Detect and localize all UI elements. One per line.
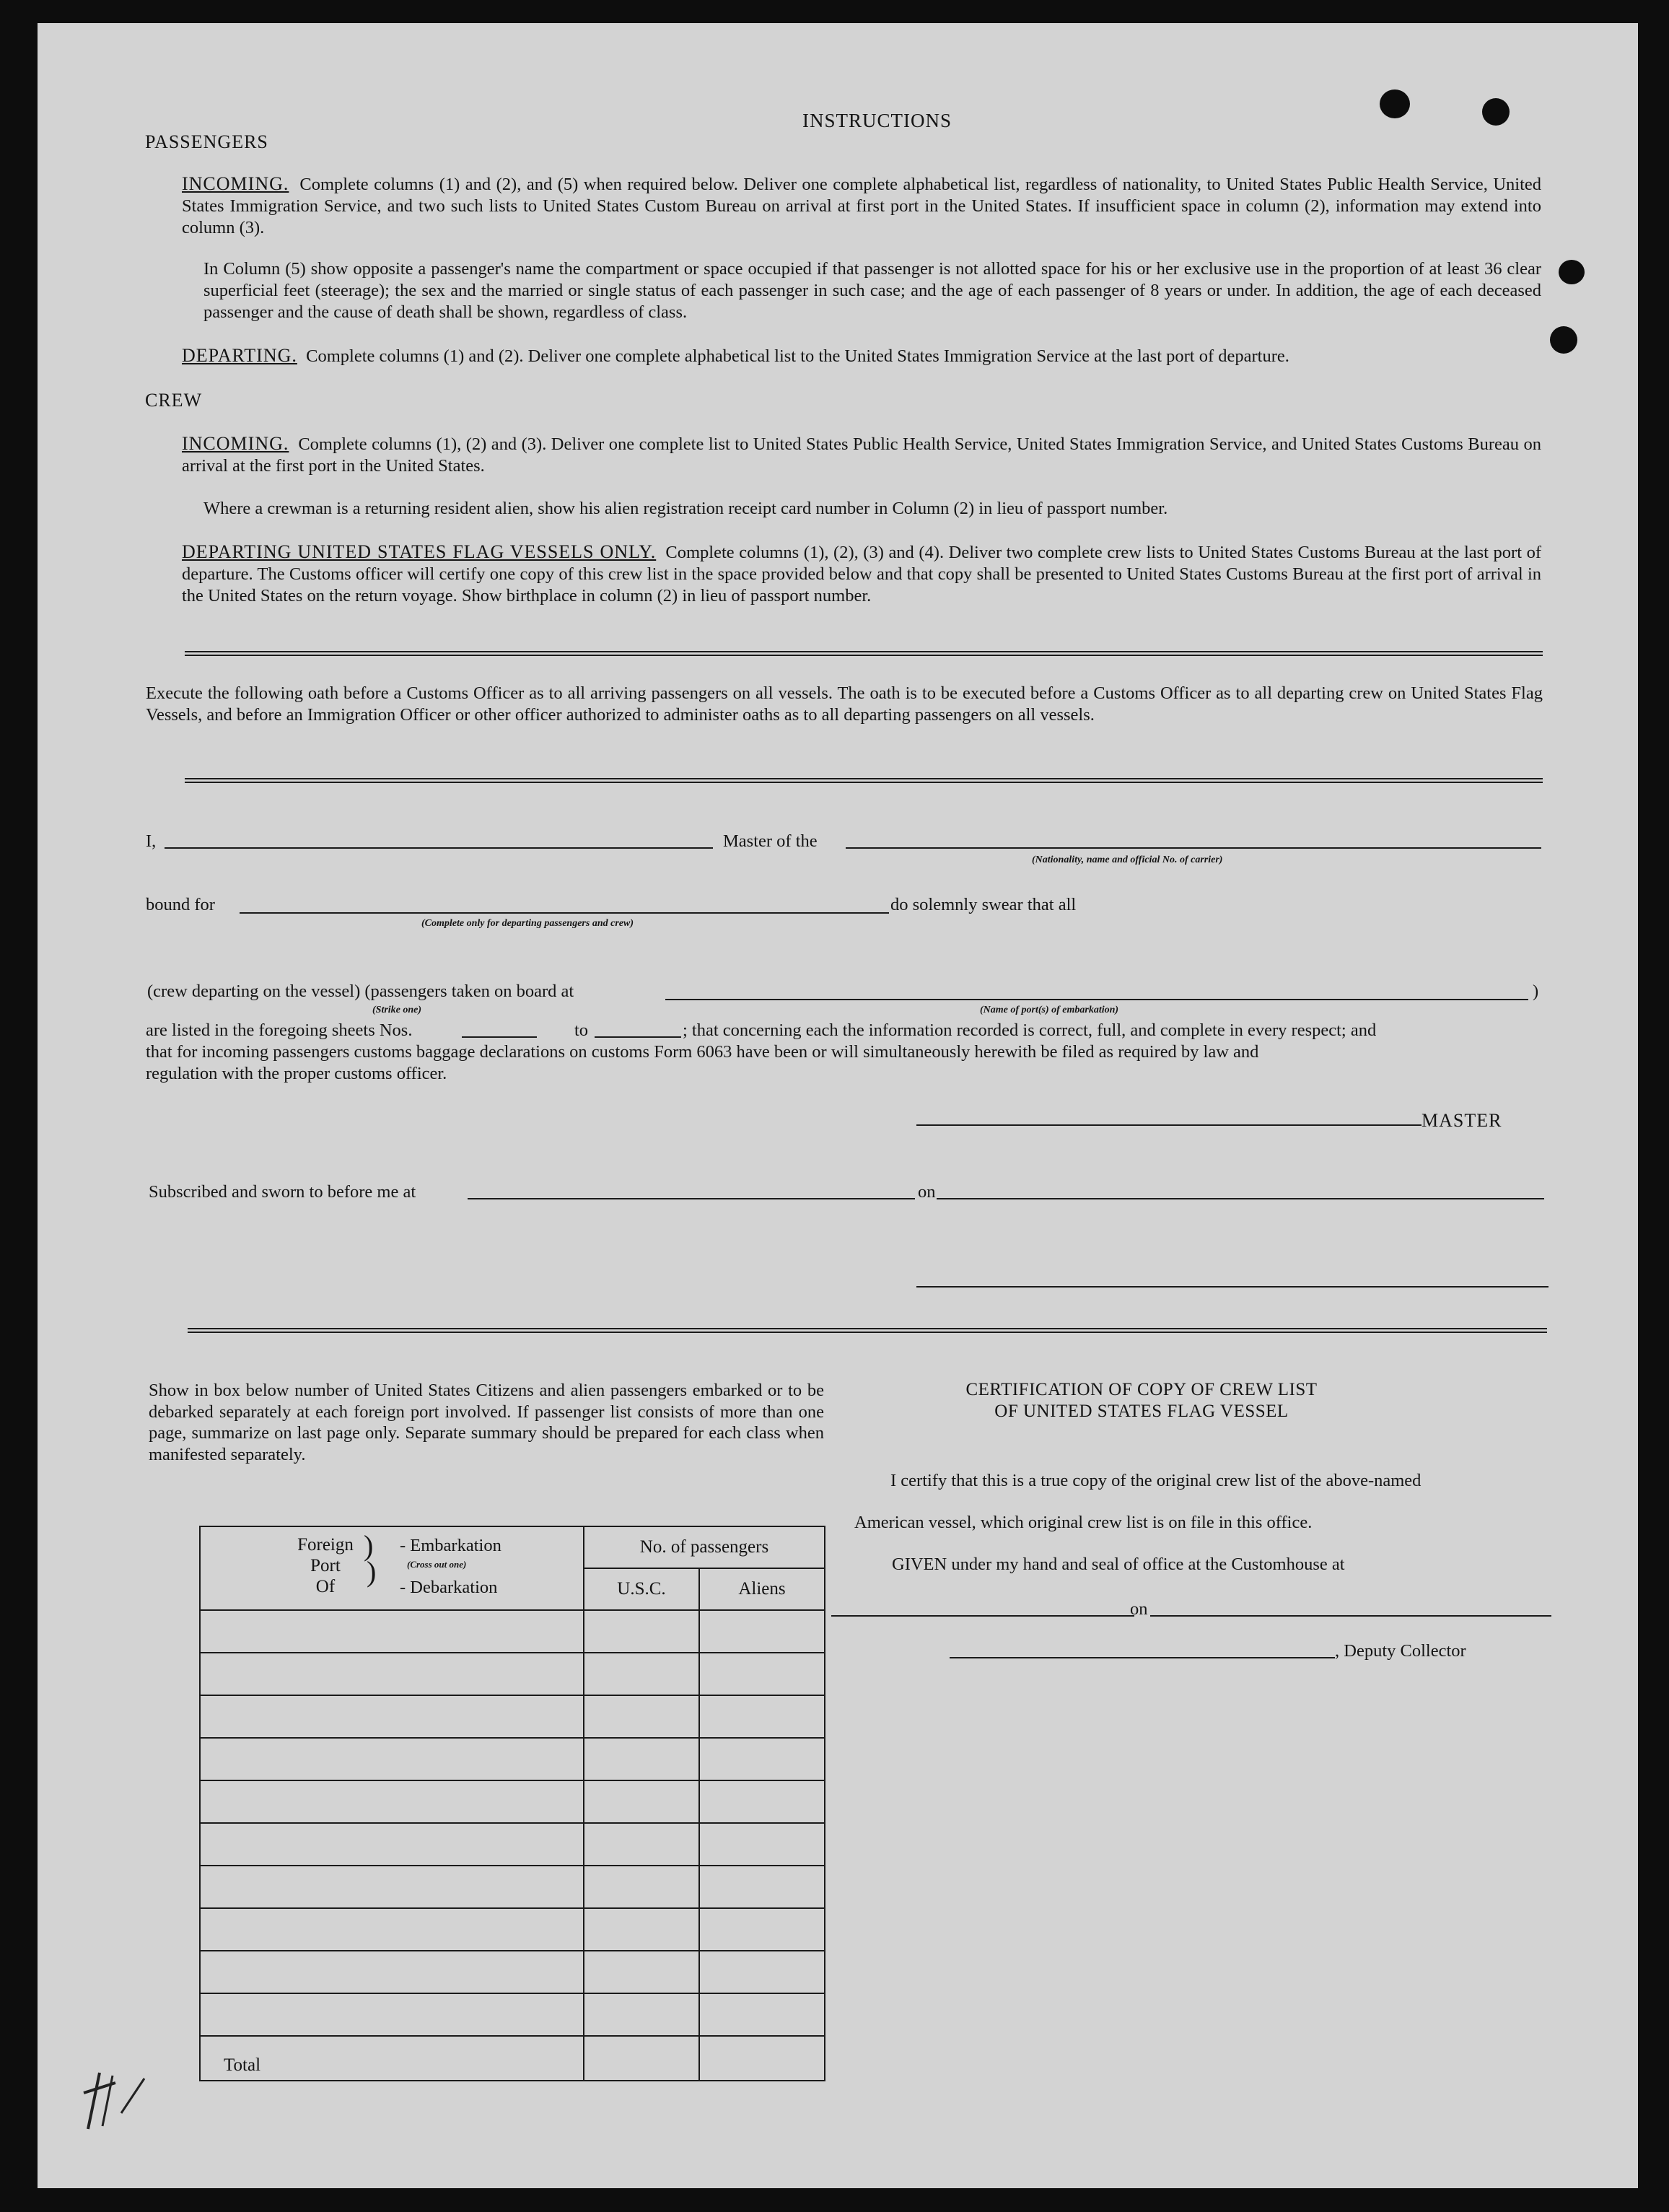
col-of: Of	[315, 1577, 336, 1596]
handwritten-mark	[78, 2065, 165, 2138]
passengers-departing-paragraph	[182, 345, 1541, 367]
complete-only-caption: (Complete only for departing passengers and crew)	[421, 918, 634, 929]
officer-signature-field[interactable]	[916, 1286, 1548, 1288]
port-cell[interactable]	[200, 1823, 584, 1866]
foreign-port-header	[200, 1526, 584, 1610]
aliens-cell[interactable]	[699, 1823, 825, 1866]
divider-1	[185, 651, 1543, 656]
punch-hole-4	[1550, 326, 1577, 354]
crew-departing-text: Complete columns (1), (2), (3) and (4). Deliver two complete crew lists to United States Customs Bureau at the last port of departure. The Customs officer will certify one copy of this crew list in the space provided below and that copy shall be presented to United States Customs Bureau at the first port of arrival in the United States on the return voyage. Show birthplace in column (2) in lieu of passport number.	[182, 543, 1541, 606]
punch-hole-1	[1380, 89, 1410, 118]
aliens-cell[interactable]	[699, 1908, 825, 1951]
aliens-cell[interactable]	[699, 1610, 825, 1653]
debarkation-label: - Debarkation	[400, 1578, 498, 1597]
customhouse-field[interactable]	[831, 1615, 1134, 1617]
port-cell[interactable]	[200, 1653, 584, 1695]
embarkation-ports-field[interactable]	[665, 999, 1528, 1000]
table-row	[200, 1993, 825, 2036]
summary-instruction: Show in box below number of United States Citizens and alien passengers embarked or to be debarked separately at each foreign port involved. If passenger list consists of more than one page, summarize on last page only. Separate summary should be prepared for each class when manifested separately.	[149, 1381, 824, 1464]
usc-cell[interactable]	[584, 1951, 699, 1993]
certify-line-1: I certify that this is a true copy of the original crew list of the above-named	[890, 1471, 1422, 1490]
sheet-to-field[interactable]	[595, 1036, 681, 1038]
usc-total-cell[interactable]	[584, 2036, 699, 2081]
passengers-departing-text: Complete columns (1) and (2). Deliver one complete alphabetical list to the United States Immigration Service at the last port of departure.	[306, 346, 1289, 366]
certification-title-2: OF UNITED STATES FLAG VESSEL	[994, 1402, 1289, 1421]
listed-to: to	[574, 1020, 589, 1040]
listed-c: that for incoming passengers customs baggage declarations on customs Form 6063 have been or will simultaneously herewith be filed as required by law and	[146, 1042, 1259, 1062]
no-of-passengers-header: No. of passengers	[584, 1526, 825, 1568]
table-row	[200, 1951, 825, 1993]
aliens-total-cell[interactable]	[699, 2036, 825, 2081]
port-cell[interactable]	[200, 1695, 584, 1738]
crew-departing-label: (crew departing on the vessel) (passengers taken on board at	[147, 982, 574, 1001]
certify-line-2: American vessel, which original crew list is on file in this office.	[854, 1513, 1313, 1532]
port-cell[interactable]	[200, 1738, 584, 1780]
table-row	[200, 1866, 825, 1908]
table-row	[200, 1908, 825, 1951]
cert-date-field[interactable]	[1150, 1615, 1551, 1617]
sworn-place-field[interactable]	[468, 1198, 915, 1199]
oath-i-label: I,	[146, 831, 157, 851]
passengers-incoming-paragraph	[182, 173, 1541, 239]
crew-departing-label: DEPARTING UNITED STATES FLAG VESSELS ONLY.	[182, 541, 657, 562]
usc-cell[interactable]	[584, 1780, 699, 1823]
strike-caption: (Strike one)	[372, 1005, 422, 1015]
port-cell[interactable]	[200, 1866, 584, 1908]
divider-3	[188, 1328, 1547, 1333]
cert-on-label: on	[1130, 1599, 1148, 1619]
embarkation-label: - Embarkation	[400, 1536, 501, 1555]
close-paren: )	[1533, 982, 1539, 1001]
bound-for-label: bound for	[146, 895, 215, 914]
passenger-summary-table	[199, 1526, 825, 2081]
ports-caption: (Name of port(s) of embarkation)	[980, 1005, 1119, 1015]
oath-intro: Execute the following oath before a Customs Officer as to all arriving passengers on all vessels. The oath is to be executed before a Customs Officer as to all departing crew on United States Flag Vessels, and before an Immigration Officer or other officer authorized to administer oaths as to all departing passengers on all vessels.	[146, 683, 1543, 725]
aliens-cell[interactable]	[699, 1695, 825, 1738]
subscribed-label: Subscribed and sworn to before me at	[149, 1182, 416, 1202]
master-name-field[interactable]	[165, 847, 713, 849]
total-label: Total	[200, 2036, 584, 2081]
carrier-field[interactable]	[846, 847, 1541, 849]
bound-for-field[interactable]	[240, 912, 889, 914]
listed-b: ; that concerning each the information recorded is correct, full, and complete in every respect; and	[683, 1020, 1377, 1040]
deputy-collector-label: , Deputy Collector	[1335, 1641, 1466, 1661]
crew-incoming-paragraph	[182, 433, 1541, 477]
listed-a: are listed in the foregoing sheets Nos.	[146, 1020, 413, 1040]
solemnly-label: do solemnly swear that all	[890, 895, 1077, 914]
port-cell[interactable]	[200, 1908, 584, 1951]
col-foreign: Foreign	[297, 1535, 354, 1555]
sheet-from-field[interactable]	[462, 1036, 537, 1038]
col-port: Port	[310, 1556, 341, 1575]
brace-bottom: )	[367, 1555, 377, 1588]
instructions-title: INSTRUCTIONS	[802, 110, 952, 131]
deputy-collector-signature-field[interactable]	[950, 1657, 1335, 1658]
port-cell[interactable]	[200, 1610, 584, 1653]
usc-cell[interactable]	[584, 1908, 699, 1951]
punch-hole-2	[1482, 98, 1510, 126]
usc-cell[interactable]	[584, 1610, 699, 1653]
table-row	[200, 1653, 825, 1695]
brace-top: )	[364, 1529, 374, 1562]
table-row	[200, 1610, 825, 1653]
cross-out-caption: (Cross out one)	[407, 1559, 467, 1570]
sworn-on-label: on	[918, 1182, 936, 1202]
document-page	[38, 23, 1638, 2188]
table-row	[200, 1738, 825, 1780]
divider-2	[185, 778, 1543, 783]
aliens-cell[interactable]	[699, 1653, 825, 1695]
usc-cell[interactable]	[584, 1695, 699, 1738]
usc-header: U.S.C.	[584, 1568, 699, 1610]
table-row	[200, 1823, 825, 1866]
certification-title-1: CERTIFICATION OF COPY OF CREW LIST	[965, 1380, 1318, 1399]
passengers-heading: PASSENGERS	[145, 131, 268, 152]
usc-cell[interactable]	[584, 1823, 699, 1866]
given-line: GIVEN under my hand and seal of office at the Customhouse at	[892, 1555, 1345, 1574]
crew-resident-paragraph: Where a crewman is a returning resident alien, show his alien registration receipt card number in Column (2) in lieu of passport number.	[203, 499, 1168, 518]
port-cell[interactable]	[200, 1780, 584, 1823]
usc-cell[interactable]	[584, 1866, 699, 1908]
summary-header-row-1	[200, 1526, 825, 1568]
usc-cell[interactable]	[584, 1738, 699, 1780]
column5-paragraph: In Column (5) show opposite a passenger's name the compartment or space occupied if that passenger is not allotted space for his or her exclusive use in the proportion of at least 36 clear superficial feet (steerage); the sex and the married or single status of each passenger in such case; and the age of each passenger of 8 years or under. In addition, the age of each deceased passenger and the cause of death shall be shown, regardless of class.	[203, 259, 1541, 322]
master-signature-field[interactable]	[916, 1124, 1422, 1126]
master-of-the-label: Master of the	[723, 831, 818, 851]
usc-cell[interactable]	[584, 1993, 699, 2036]
sworn-date-field[interactable]	[937, 1198, 1544, 1199]
aliens-cell[interactable]	[699, 1951, 825, 1993]
aliens-cell[interactable]	[699, 1780, 825, 1823]
nationality-caption: (Nationality, name and official No. of carrier)	[1032, 854, 1223, 865]
table-row	[200, 1695, 825, 1738]
port-cell[interactable]	[200, 1951, 584, 1993]
master-label: MASTER	[1422, 1110, 1502, 1131]
passengers-departing-label: DEPARTING.	[182, 345, 297, 366]
crew-heading: CREW	[145, 390, 203, 411]
port-cell[interactable]	[200, 1993, 584, 2036]
aliens-header: Aliens	[699, 1568, 825, 1610]
crew-departing-paragraph	[182, 541, 1541, 607]
table-row	[200, 1780, 825, 1823]
aliens-cell[interactable]	[699, 1738, 825, 1780]
usc-cell[interactable]	[584, 1653, 699, 1695]
listed-d: regulation with the proper customs officer.	[146, 1064, 447, 1083]
passengers-incoming-text: Complete columns (1) and (2), and (5) when required below. Deliver one complete alphabetical list, regardless of nationality, to United States Public Health Service, United States Immigration Service, and two such lists to United States Custom Bureau on arrival at first port in the United States. If insufficient space in column (2), information may extend into column (3).	[182, 175, 1542, 237]
aliens-cell[interactable]	[699, 1993, 825, 2036]
total-row	[200, 2036, 825, 2081]
crew-incoming-label: INCOMING.	[182, 433, 289, 454]
punch-hole-3	[1559, 260, 1585, 284]
aliens-cell[interactable]	[699, 1866, 825, 1908]
passengers-incoming-label: INCOMING.	[182, 173, 289, 194]
crew-incoming-text: Complete columns (1), (2) and (3). Deliver one complete list to United States Public Health Service, United States Immigration Service, and United States Customs Bureau on arrival at the first port in the United States.	[182, 434, 1541, 476]
